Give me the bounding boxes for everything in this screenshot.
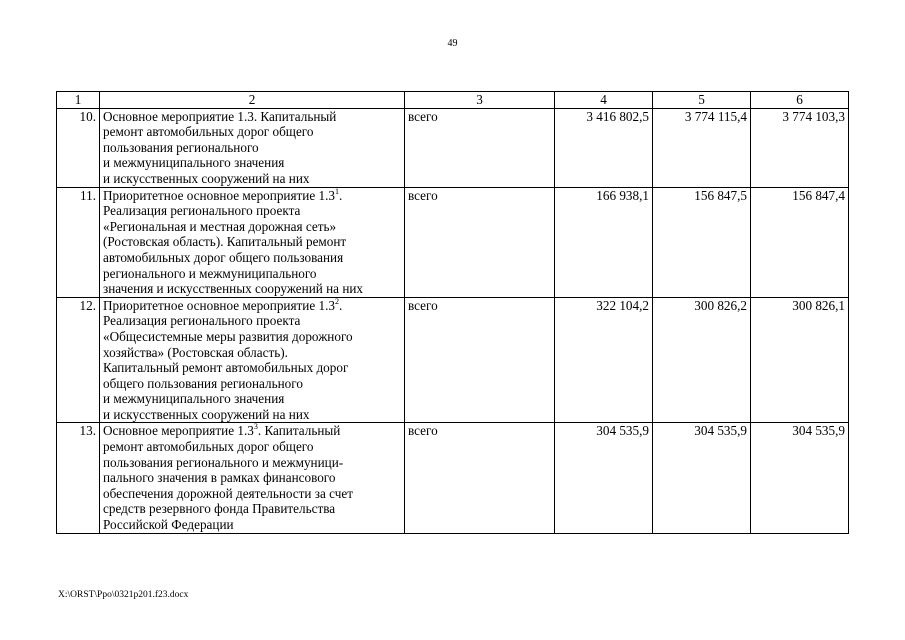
text-segment: значения и искусственных сооружений на них <box>103 281 364 297</box>
activity-name-line <box>103 439 401 455</box>
activity-name-line <box>103 360 401 376</box>
activity-name-line <box>103 470 401 486</box>
table-row <box>57 108 849 187</box>
activity-name-line <box>103 376 401 392</box>
text-segment: ремонт автомобильных дорог общего <box>103 439 314 455</box>
activity-name-line <box>103 407 401 423</box>
table-row <box>57 297 849 423</box>
header-cell: 3 <box>405 92 555 109</box>
table-row <box>57 187 849 297</box>
activity-name-line <box>103 455 401 471</box>
activity-name <box>100 423 405 533</box>
activity-name <box>100 108 405 187</box>
value-col-6: 156 847,4 <box>751 187 849 297</box>
value-col-4: 304 535,9 <box>555 423 653 533</box>
activity-name-line <box>103 140 401 156</box>
text-segment: и межмуниципального значения <box>103 155 285 171</box>
activity-name-line <box>103 313 401 329</box>
activity-name-line <box>103 298 401 314</box>
value-col-6: 300 826,1 <box>751 297 849 423</box>
activity-name-line <box>103 486 401 502</box>
activity-name-line <box>103 124 401 140</box>
value-col-4: 322 104,2 <box>555 297 653 423</box>
text-segment: и искусственных сооружений на них <box>103 170 310 186</box>
value-col-4: 3 416 802,5 <box>555 108 653 187</box>
text-segment: пользования регионального <box>103 139 259 155</box>
table-body <box>57 108 849 533</box>
footnote-superscript: 2 <box>335 296 339 306</box>
header-cell: 5 <box>653 92 751 109</box>
text-segment: . <box>339 297 343 313</box>
activity-name-line <box>103 188 401 204</box>
text-segment: пользования регионального и межмуници- <box>103 454 344 470</box>
text-segment: и искусственных сооружений на них <box>103 406 310 422</box>
text-segment: Реализация регионального проекта <box>103 313 301 329</box>
activity-name-line <box>103 345 401 361</box>
text-segment: . Капитальный <box>257 423 341 439</box>
activity-name-line <box>103 281 401 297</box>
funding-source: всего <box>405 108 555 187</box>
header-cell: 4 <box>555 92 653 109</box>
text-segment: пального значения в рамках финансового <box>103 470 336 486</box>
value-col-6: 3 774 103,3 <box>751 108 849 187</box>
value-col-5: 304 535,9 <box>653 423 751 533</box>
footnote-superscript: 3 <box>253 422 258 432</box>
activity-name-line <box>103 391 401 407</box>
funding-source: всего <box>405 297 555 423</box>
row-index: 12. <box>57 297 100 423</box>
text-segment: хозяйства» (Ростовская область). <box>103 344 288 360</box>
header-row <box>57 92 849 109</box>
text-segment: «Общесистемные меры развития дорожного <box>103 328 353 344</box>
value-col-5: 300 826,2 <box>653 297 751 423</box>
file-path-footer: X:\ORST\Ppo\0321p201.f23.docx <box>58 590 189 600</box>
value-col-6: 304 535,9 <box>751 423 849 533</box>
value-col-4: 166 938,1 <box>555 187 653 297</box>
activity-name-line <box>103 329 401 345</box>
header-cell: 1 <box>57 92 100 109</box>
activity-name-line <box>103 155 401 171</box>
activity-name-line <box>103 266 401 282</box>
text-segment: автомобильных дорог общего пользования <box>103 249 344 265</box>
activity-name <box>100 187 405 297</box>
header-cell: 2 <box>100 92 405 109</box>
text-segment: ремонт автомобильных дорог общего <box>103 124 314 140</box>
text-segment: Основное мероприятие 1.3. Капитальный <box>103 108 337 124</box>
text-segment: . <box>339 187 343 203</box>
text-segment: «Региональная и местная дорожная сеть» <box>103 218 337 234</box>
funding-source: всего <box>405 187 555 297</box>
value-col-5: 3 774 115,4 <box>653 108 751 187</box>
row-index: 11. <box>57 187 100 297</box>
footnote-superscript: 1 <box>335 186 339 196</box>
activity-name-line <box>103 234 401 250</box>
value-col-5: 156 847,5 <box>653 187 751 297</box>
text-segment: Капитальный ремонт автомобильных дорог <box>103 360 349 376</box>
activity-name <box>100 297 405 423</box>
activity-name-line <box>103 203 401 219</box>
activity-name-line <box>103 423 401 439</box>
text-segment: средств резервного фонда Правительства <box>103 501 336 517</box>
activity-name-line <box>103 250 401 266</box>
text-segment: и межмуниципального значения <box>103 391 285 407</box>
row-index: 13. <box>57 423 100 533</box>
activity-name-line <box>103 219 401 235</box>
activity-name-line <box>103 517 401 533</box>
page-number: 49 <box>447 38 458 49</box>
budget-table <box>56 91 849 534</box>
text-segment: Приоритетное основное мероприятие 1.3 <box>103 297 335 313</box>
text-segment: общего пользования регионального <box>103 375 303 391</box>
table-row <box>57 423 849 533</box>
activity-name-line <box>103 109 401 125</box>
text-segment: Приоритетное основное мероприятие 1.3 <box>103 187 335 203</box>
row-index: 10. <box>57 108 100 187</box>
header-cell: 6 <box>751 92 849 109</box>
text-segment: Реализация регионального проекта <box>103 203 301 219</box>
funding-source: всего <box>405 423 555 533</box>
activity-name-line <box>103 171 401 187</box>
text-segment: Российской Федерации <box>103 517 234 533</box>
activity-name-line <box>103 501 401 517</box>
text-segment: Основное мероприятие 1.3 <box>103 423 254 439</box>
text-segment: обеспечения дорожной деятельности за счет <box>103 485 353 501</box>
text-segment: (Ростовская область). Капитальный ремонт <box>103 234 347 250</box>
text-segment: регионального и межмуниципального <box>103 265 317 281</box>
